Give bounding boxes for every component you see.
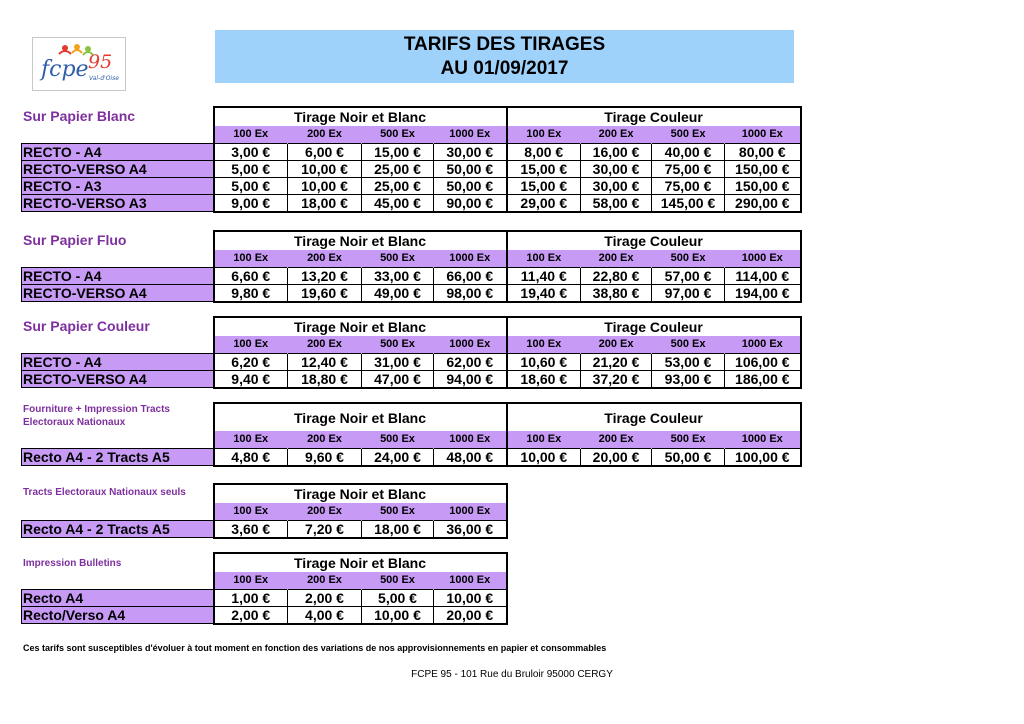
row-label: RECTO - A4 bbox=[22, 353, 214, 370]
quantity-header: 1000 Ex bbox=[725, 250, 801, 267]
price-cell: 6,20 € bbox=[214, 353, 288, 370]
price-cell: 5,00 € bbox=[362, 589, 434, 606]
table-row bbox=[22, 160, 801, 177]
price-cell: 9,40 € bbox=[214, 370, 288, 388]
price-cell: 15,00 € bbox=[507, 177, 581, 194]
price-cell: 45,00 € bbox=[362, 194, 434, 212]
quantity-header: 200 Ex bbox=[288, 572, 362, 589]
quantity-header: 500 Ex bbox=[652, 431, 725, 448]
price-cell: 10,00 € bbox=[362, 606, 434, 624]
quantity-header: 200 Ex bbox=[581, 336, 652, 353]
quantity-header: 100 Ex bbox=[507, 336, 581, 353]
group-header-noir-blanc: Tirage Noir et Blanc bbox=[214, 484, 507, 503]
table-row bbox=[22, 353, 801, 370]
group-header-noir-blanc: Tirage Noir et Blanc bbox=[214, 403, 507, 431]
price-cell: 150,00 € bbox=[725, 160, 801, 177]
price-table bbox=[21, 106, 802, 213]
price-cell: 5,00 € bbox=[214, 160, 288, 177]
quantity-header: 100 Ex bbox=[507, 126, 581, 143]
price-cell: 25,00 € bbox=[362, 177, 434, 194]
price-cell: 93,00 € bbox=[652, 370, 725, 388]
price-cell: 58,00 € bbox=[581, 194, 652, 212]
price-cell: 9,80 € bbox=[214, 284, 288, 302]
quantity-header: 200 Ex bbox=[288, 336, 362, 353]
price-cell: 94,00 € bbox=[434, 370, 507, 388]
price-cell: 75,00 € bbox=[652, 177, 725, 194]
price-cell: 12,40 € bbox=[288, 353, 362, 370]
group-header-couleur: Tirage Couleur bbox=[507, 107, 801, 126]
price-cell: 50,00 € bbox=[434, 177, 507, 194]
quantity-header: 1000 Ex bbox=[725, 431, 801, 448]
price-cell: 114,00 € bbox=[725, 267, 801, 284]
price-cell: 6,00 € bbox=[288, 143, 362, 160]
section-label-fourniture-line2: Electoraux Nationaux bbox=[23, 417, 126, 428]
price-cell: 50,00 € bbox=[652, 448, 725, 466]
quantity-header: 500 Ex bbox=[362, 572, 434, 589]
quantity-header: 500 Ex bbox=[362, 503, 434, 520]
price-cell: 57,00 € bbox=[652, 267, 725, 284]
price-table bbox=[21, 552, 508, 625]
price-table bbox=[21, 402, 802, 467]
price-cell: 15,00 € bbox=[507, 160, 581, 177]
price-table bbox=[21, 483, 508, 539]
price-cell: 10,00 € bbox=[288, 177, 362, 194]
quantity-header: 200 Ex bbox=[581, 250, 652, 267]
quantity-header: 200 Ex bbox=[581, 431, 652, 448]
price-cell: 194,00 € bbox=[725, 284, 801, 302]
price-cell: 145,00 € bbox=[652, 194, 725, 212]
price-cell: 47,00 € bbox=[362, 370, 434, 388]
quantity-header: 200 Ex bbox=[288, 250, 362, 267]
quantity-header: 200 Ex bbox=[288, 126, 362, 143]
quantity-header: 1000 Ex bbox=[434, 336, 507, 353]
group-header-noir-blanc: Tirage Noir et Blanc bbox=[214, 317, 507, 336]
section-label-tracts-seuls: Tracts Electoraux Nationaux seuls bbox=[23, 487, 186, 498]
table-row bbox=[22, 284, 801, 302]
price-cell: 90,00 € bbox=[434, 194, 507, 212]
logo-number: 95 bbox=[88, 51, 113, 73]
quantity-header: 100 Ex bbox=[214, 572, 288, 589]
price-cell: 22,80 € bbox=[581, 267, 652, 284]
price-cell: 6,60 € bbox=[214, 267, 288, 284]
price-cell: 31,00 € bbox=[362, 353, 434, 370]
table-row bbox=[22, 177, 801, 194]
price-cell: 10,00 € bbox=[434, 589, 507, 606]
price-cell: 29,00 € bbox=[507, 194, 581, 212]
price-cell: 48,00 € bbox=[434, 448, 507, 466]
table-row bbox=[22, 194, 801, 212]
group-header-noir-blanc: Tirage Noir et Blanc bbox=[214, 231, 507, 250]
price-cell: 53,00 € bbox=[652, 353, 725, 370]
title-line-1: TARIFS DES TIRAGES bbox=[403, 34, 606, 55]
group-header-couleur: Tirage Couleur bbox=[507, 403, 801, 431]
row-label: RECTO-VERSO A4 bbox=[22, 160, 214, 177]
price-cell: 106,00 € bbox=[725, 353, 801, 370]
price-cell: 5,00 € bbox=[214, 177, 288, 194]
title-line-2: AU 01/09/2017 bbox=[440, 58, 569, 79]
table-row bbox=[22, 143, 801, 160]
quantity-header: 1000 Ex bbox=[725, 336, 801, 353]
quantity-header: 1000 Ex bbox=[434, 126, 507, 143]
price-cell: 98,00 € bbox=[434, 284, 507, 302]
row-label: Recto A4 - 2 Tracts A5 bbox=[22, 520, 214, 538]
quantity-header: 100 Ex bbox=[507, 431, 581, 448]
price-cell: 37,20 € bbox=[581, 370, 652, 388]
price-cell: 7,20 € bbox=[288, 520, 362, 538]
price-cell: 75,00 € bbox=[652, 160, 725, 177]
section-label-papier-couleur: Sur Papier Couleur bbox=[23, 318, 150, 334]
price-cell: 19,40 € bbox=[507, 284, 581, 302]
price-cell: 50,00 € bbox=[434, 160, 507, 177]
price-cell: 62,00 € bbox=[434, 353, 507, 370]
group-header-noir-blanc: Tirage Noir et Blanc bbox=[214, 107, 507, 126]
table-row bbox=[22, 606, 507, 624]
price-cell: 66,00 € bbox=[434, 267, 507, 284]
row-label: Recto A4 - 2 Tracts A5 bbox=[22, 448, 214, 466]
row-label: Recto/Verso A4 bbox=[22, 606, 214, 624]
price-cell: 13,20 € bbox=[288, 267, 362, 284]
row-label: RECTO-VERSO A4 bbox=[22, 284, 214, 302]
quantity-header: 500 Ex bbox=[362, 336, 434, 353]
quantity-header: 100 Ex bbox=[214, 336, 288, 353]
price-cell: 10,00 € bbox=[507, 448, 581, 466]
price-cell: 9,60 € bbox=[288, 448, 362, 466]
price-cell: 36,00 € bbox=[434, 520, 507, 538]
price-cell: 40,00 € bbox=[652, 143, 725, 160]
quantity-header: 200 Ex bbox=[581, 126, 652, 143]
price-cell: 3,60 € bbox=[214, 520, 288, 538]
quantity-header: 1000 Ex bbox=[434, 503, 507, 520]
price-cell: 2,00 € bbox=[214, 606, 288, 624]
price-cell: 18,00 € bbox=[362, 520, 434, 538]
quantity-header: 500 Ex bbox=[652, 336, 725, 353]
quantity-header: 100 Ex bbox=[214, 126, 288, 143]
price-cell: 3,00 € bbox=[214, 143, 288, 160]
row-label: Recto A4 bbox=[22, 589, 214, 606]
price-cell: 10,00 € bbox=[288, 160, 362, 177]
table-row bbox=[22, 370, 801, 388]
price-cell: 30,00 € bbox=[434, 143, 507, 160]
disclaimer-note: Ces tarifs sont susceptibles d'évoluer à tout moment en fonction des variations de nos approvisionnements en papier et consommables bbox=[23, 643, 607, 653]
table-row bbox=[22, 589, 507, 606]
price-cell: 49,00 € bbox=[362, 284, 434, 302]
table-row bbox=[22, 520, 507, 538]
price-cell: 150,00 € bbox=[725, 177, 801, 194]
table-row bbox=[22, 267, 801, 284]
price-cell: 38,80 € bbox=[581, 284, 652, 302]
group-header-couleur: Tirage Couleur bbox=[507, 317, 801, 336]
footer-address: FCPE 95 - 101 Rue du Bruloir 95000 CERGY bbox=[411, 669, 613, 680]
row-label: RECTO-VERSO A3 bbox=[22, 194, 214, 212]
quantity-header: 500 Ex bbox=[652, 250, 725, 267]
price-cell: 97,00 € bbox=[652, 284, 725, 302]
price-cell: 19,60 € bbox=[288, 284, 362, 302]
quantity-header: 1000 Ex bbox=[434, 572, 507, 589]
price-cell: 25,00 € bbox=[362, 160, 434, 177]
quantity-header: 500 Ex bbox=[362, 126, 434, 143]
price-cell: 10,60 € bbox=[507, 353, 581, 370]
section-label-papier-blanc: Sur Papier Blanc bbox=[23, 108, 136, 124]
section-label-fourniture-line1: Fourniture + Impression Tracts bbox=[23, 404, 170, 415]
quantity-header: 500 Ex bbox=[362, 431, 434, 448]
section-label-bulletins: Impression Bulletins bbox=[23, 558, 122, 569]
price-cell: 290,00 € bbox=[725, 194, 801, 212]
quantity-header: 1000 Ex bbox=[434, 431, 507, 448]
quantity-header: 100 Ex bbox=[507, 250, 581, 267]
table-row bbox=[22, 448, 801, 466]
fcpe-logo bbox=[32, 37, 126, 91]
price-cell: 18,80 € bbox=[288, 370, 362, 388]
quantity-header: 100 Ex bbox=[214, 503, 288, 520]
section-label-papier-fluo: Sur Papier Fluo bbox=[23, 232, 127, 248]
price-cell: 33,00 € bbox=[362, 267, 434, 284]
price-table bbox=[21, 316, 802, 389]
group-header-couleur: Tirage Couleur bbox=[507, 231, 801, 250]
price-cell: 186,00 € bbox=[725, 370, 801, 388]
price-cell: 30,00 € bbox=[581, 160, 652, 177]
group-header-noir-blanc: Tirage Noir et Blanc bbox=[214, 553, 507, 572]
price-cell: 9,00 € bbox=[214, 194, 288, 212]
quantity-header: 500 Ex bbox=[652, 126, 725, 143]
row-label: RECTO - A3 bbox=[22, 177, 214, 194]
price-cell: 1,00 € bbox=[214, 589, 288, 606]
price-cell: 16,00 € bbox=[581, 143, 652, 160]
price-cell: 4,00 € bbox=[288, 606, 362, 624]
price-cell: 2,00 € bbox=[288, 589, 362, 606]
price-cell: 18,60 € bbox=[507, 370, 581, 388]
price-cell: 20,00 € bbox=[581, 448, 652, 466]
price-cell: 21,20 € bbox=[581, 353, 652, 370]
logo-subtitle: Val-d'Oise bbox=[89, 75, 119, 82]
quantity-header: 100 Ex bbox=[214, 250, 288, 267]
quantity-header: 200 Ex bbox=[288, 503, 362, 520]
logo-text: fcpe bbox=[41, 57, 89, 82]
quantity-header: 500 Ex bbox=[362, 250, 434, 267]
price-cell: 15,00 € bbox=[362, 143, 434, 160]
quantity-header: 1000 Ex bbox=[434, 250, 507, 267]
price-cell: 8,00 € bbox=[507, 143, 581, 160]
price-table bbox=[21, 230, 802, 303]
row-label: RECTO-VERSO A4 bbox=[22, 370, 214, 388]
price-cell: 30,00 € bbox=[581, 177, 652, 194]
price-cell: 4,80 € bbox=[214, 448, 288, 466]
page-title bbox=[215, 30, 794, 83]
quantity-header: 100 Ex bbox=[214, 431, 288, 448]
price-cell: 24,00 € bbox=[362, 448, 434, 466]
price-cell: 11,40 € bbox=[507, 267, 581, 284]
row-label: RECTO - A4 bbox=[22, 143, 214, 160]
price-cell: 20,00 € bbox=[434, 606, 507, 624]
price-cell: 80,00 € bbox=[725, 143, 801, 160]
price-cell: 100,00 € bbox=[725, 448, 801, 466]
quantity-header: 200 Ex bbox=[288, 431, 362, 448]
quantity-header: 1000 Ex bbox=[725, 126, 801, 143]
row-label: RECTO - A4 bbox=[22, 267, 214, 284]
price-cell: 18,00 € bbox=[288, 194, 362, 212]
